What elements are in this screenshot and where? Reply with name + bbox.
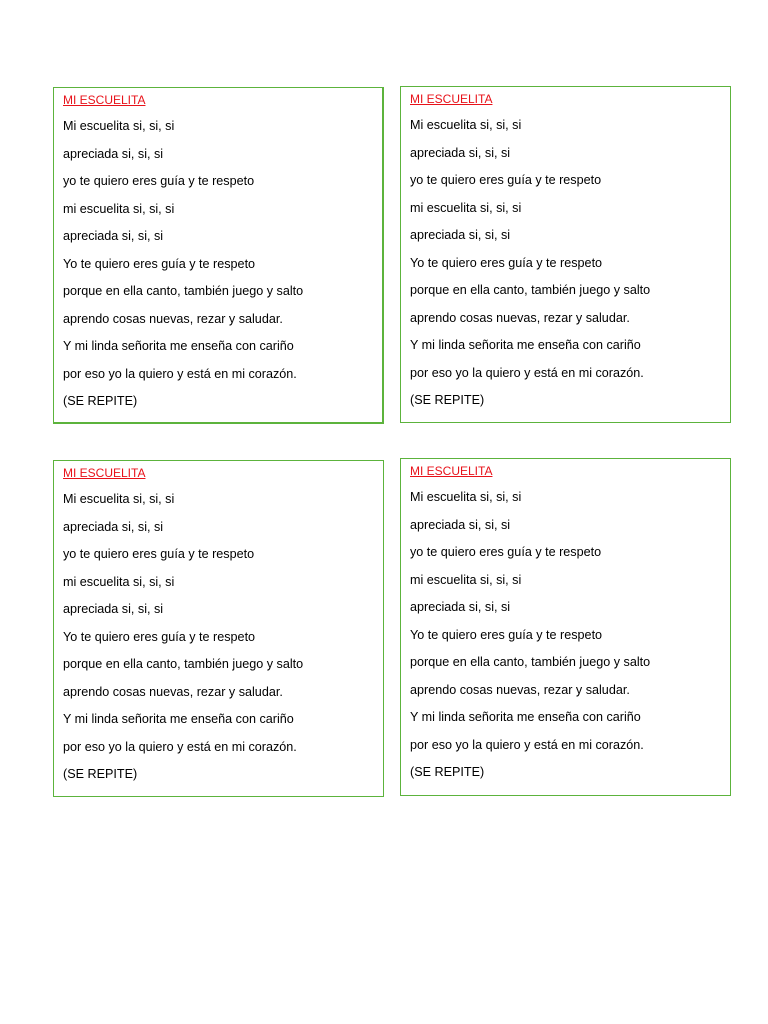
lyric-line: porque en ella canto, también juego y salto: [63, 284, 304, 298]
song-lyrics: [63, 491, 383, 782]
lyric-line: Mi escuelita si, si, si: [410, 490, 522, 504]
repeat-note: (SE REPITE): [410, 393, 485, 407]
lyric-line: mi escuelita si, si, si: [63, 201, 175, 216]
lyric-line: yo te quiero eres guía y te respeto: [63, 547, 255, 561]
lyric-line: aprendo cosas nuevas, rezar y saludar.: [410, 682, 630, 697]
song-card-bottom-right: [400, 458, 731, 796]
lyric-line: Mi escuelita si, si, si: [410, 118, 522, 132]
lyric-line: apreciada si, si, si: [63, 146, 164, 161]
lyric-line: yo te quiero eres guía y te respeto: [410, 173, 602, 187]
song-card-top-left: [53, 87, 384, 424]
lyric-line: Yo te quiero eres guía y te respeto: [410, 255, 603, 270]
lyric-line: mi escuelita si, si, si: [63, 574, 175, 589]
lyric-line: Y mi linda señorita me enseña con cariño: [63, 712, 294, 726]
lyric-line: Mi escuelita si, si, si: [63, 119, 175, 133]
repeat-note: (SE REPITE): [63, 767, 138, 781]
song-lyrics: [63, 118, 382, 409]
lyric-line: por eso yo la quiero y está en mi corazón.: [63, 739, 297, 754]
song-lyrics: [410, 117, 730, 408]
lyric-line: porque en ella canto, también juego y salto: [410, 655, 651, 669]
lyric-line: por eso yo la quiero y está en mi corazón.: [410, 737, 644, 752]
song-title: MI ESCUELITA: [63, 466, 146, 480]
lyric-line: mi escuelita si, si, si: [410, 572, 522, 587]
lyric-line: aprendo cosas nuevas, rezar y saludar.: [63, 684, 283, 699]
lyric-line: Y mi linda señorita me enseña con cariño: [410, 710, 641, 724]
lyric-line: apreciada si, si, si: [410, 228, 511, 242]
lyric-line: apreciada si, si, si: [63, 602, 164, 616]
song-card-top-right: [400, 86, 731, 423]
repeat-note: (SE REPITE): [410, 765, 485, 779]
lyric-line: Y mi linda señorita me enseña con cariño: [410, 338, 641, 352]
lyric-line: por eso yo la quiero y está en mi corazón.: [410, 365, 644, 380]
lyric-line: apreciada si, si, si: [410, 600, 511, 614]
song-lyrics: [410, 489, 730, 780]
song-title: MI ESCUELITA: [63, 93, 146, 107]
lyric-line: apreciada si, si, si: [63, 229, 164, 243]
lyric-line: Mi escuelita si, si, si: [63, 492, 175, 506]
lyric-line: apreciada si, si, si: [63, 519, 164, 534]
lyric-line: Yo te quiero eres guía y te respeto: [63, 256, 256, 271]
lyric-line: porque en ella canto, también juego y salto: [63, 657, 304, 671]
lyric-line: apreciada si, si, si: [410, 145, 511, 160]
lyric-line: mi escuelita si, si, si: [410, 200, 522, 215]
song-card-bottom-left: [53, 460, 384, 797]
lyric-line: Yo te quiero eres guía y te respeto: [63, 629, 256, 644]
lyric-line: Y mi linda señorita me enseña con cariño: [63, 339, 294, 353]
lyric-line: aprendo cosas nuevas, rezar y saludar.: [410, 310, 630, 325]
lyric-line: Yo te quiero eres guía y te respeto: [410, 627, 603, 642]
song-title: MI ESCUELITA: [410, 464, 493, 478]
lyric-line: porque en ella canto, también juego y salto: [410, 283, 651, 297]
lyric-line: apreciada si, si, si: [410, 517, 511, 532]
lyric-line: por eso yo la quiero y está en mi corazón.: [63, 366, 297, 381]
song-title: MI ESCUELITA: [410, 92, 493, 106]
lyric-line: yo te quiero eres guía y te respeto: [410, 545, 602, 559]
lyric-line: yo te quiero eres guía y te respeto: [63, 174, 255, 188]
lyric-line: aprendo cosas nuevas, rezar y saludar.: [63, 311, 283, 326]
repeat-note: (SE REPITE): [63, 394, 138, 408]
